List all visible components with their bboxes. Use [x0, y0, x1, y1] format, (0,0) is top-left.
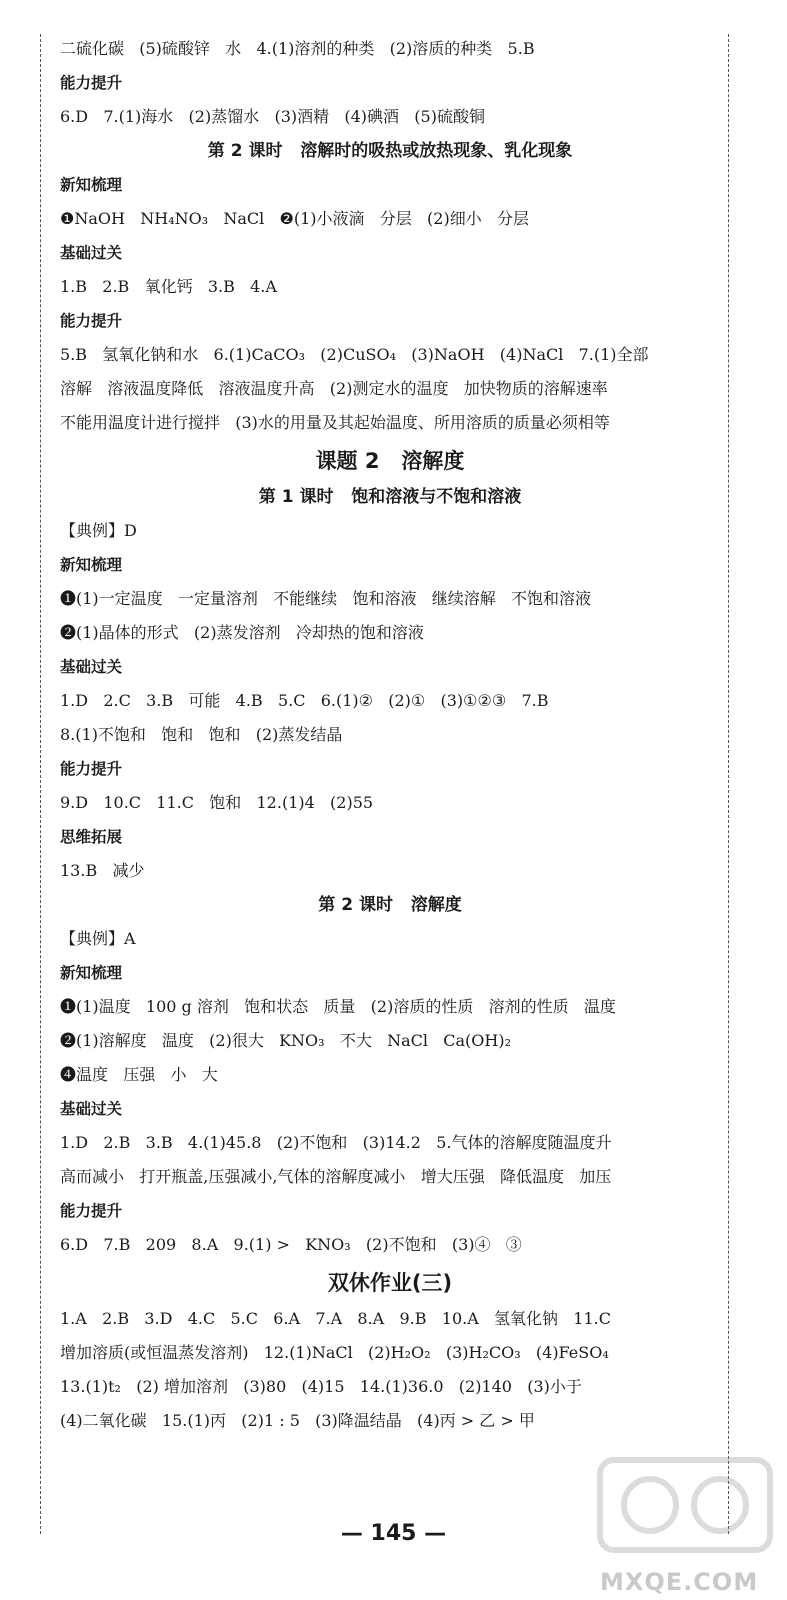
watermark-text: MXQE.COM — [600, 1568, 759, 1596]
page-number: — 145 — — [340, 1521, 447, 1546]
section-heading: 新知梳理 — [60, 176, 123, 194]
answer-line: ❷(1)溶解度 温度 (2)很大 KNO₃ 不大 NaCl Ca(OH)₂ — [60, 1031, 512, 1050]
lesson-title: 双休作业(三) — [327, 1271, 453, 1295]
section-heading: 新知梳理 — [60, 556, 123, 574]
section-heading: 能力提升 — [60, 760, 123, 778]
lesson-title: 第 2 课时 溶解度 — [318, 895, 462, 915]
answer-line: ❶(1)一定温度 一定量溶剂 不能继续 饱和溶液 继续溶解 不饱和溶液 — [60, 589, 591, 608]
section-heading: 思维拓展 — [60, 828, 123, 846]
section-heading: 能力提升 — [60, 1202, 123, 1220]
section-heading: 新知梳理 — [60, 964, 123, 982]
section-heading: 基础过关 — [60, 658, 123, 676]
answer-line: ❷(1)晶体的形式 (2)蒸发溶剂 冷却热的饱和溶液 — [60, 623, 424, 642]
answer-line: 溶解 溶液温度降低 溶液温度升高 (2)测定水的温度 加快物质的溶解速率 — [60, 379, 608, 398]
answer-line: ❶NaOH NH₄NO₃ NaCl ❷(1)小液滴 分层 (2)细小 分层 — [60, 209, 529, 228]
answer-content — [60, 38, 720, 1444]
section-heading: 基础过关 — [60, 1100, 123, 1118]
answer-line: 13.(1)t₂ (2) 增加溶剂 (3)80 (4)15 14.(1)36.0 (2)140 (3)小于 — [60, 1377, 582, 1396]
answer-line: 【典例】A — [60, 929, 136, 948]
section-heading: 能力提升 — [60, 312, 123, 330]
answer-line: 1.D 2.B 3.B 4.(1)45.8 (2)不饱和 (3)14.2 5.气体的溶解度随温度升 — [60, 1133, 612, 1152]
answer-line: 二硫化碳 (5)硫酸锌 水 4.(1)溶剂的种类 (2)溶质的种类 5.B — [60, 39, 535, 58]
answer-line: 8.(1)不饱和 饱和 饱和 (2)蒸发结晶 — [60, 725, 343, 744]
answer-line: 13.B 减少 — [60, 861, 145, 880]
answer-line: ❹温度 压强 小 大 — [60, 1065, 218, 1084]
answer-line: 1.D 2.C 3.B 可能 4.B 5.C 6.(1)② (2)① (3)①②③ 7.B — [60, 691, 549, 710]
lesson-title: 课题 2 溶解度 — [315, 449, 465, 473]
left-dashed-border — [40, 34, 41, 1534]
answer-line: 1.B 2.B 氧化钙 3.B 4.A — [60, 277, 277, 296]
right-dashed-border — [728, 34, 729, 1534]
answer-line: ❶(1)温度 100 g 溶剂 饱和状态 质量 (2)溶质的性质 溶剂的性质 温度 — [60, 997, 616, 1016]
answer-line: 6.D 7.(1)海水 (2)蒸馏水 (3)酒精 (4)碘酒 (5)硫酸铜 — [60, 107, 485, 126]
answer-line: 9.D 10.C 11.C 饱和 12.(1)4 (2)55 — [60, 793, 374, 812]
answer-line: 5.B 氢氧化钠和水 6.(1)CaCO₃ (2)CuSO₄ (3)NaOH (4)NaCl 7.(1)全部 — [60, 345, 649, 364]
answer-line: 【典例】D — [60, 521, 137, 540]
answer-line: 高而减小 打开瓶盖,压强减小,气体的溶解度减小 增大压强 降低温度 加压 — [60, 1167, 612, 1186]
lesson-title: 第 1 课时 饱和溶液与不饱和溶液 — [258, 487, 522, 507]
answer-line: 1.A 2.B 3.D 4.C 5.C 6.A 7.A 8.A 9.B 10.A 氢氧化钠 11.C — [60, 1309, 611, 1328]
answer-line: 增加溶质(或恒温蒸发溶剂) 12.(1)NaCl (2)H₂O₂ (3)H₂CO₃ (4)FeSO₄ — [60, 1343, 609, 1362]
section-heading: 基础过关 — [60, 244, 123, 262]
answer-line: 6.D 7.B 209 8.A 9.(1) > KNO₃ (2)不饱和 (3)④ ③ — [60, 1235, 522, 1254]
answer-line: 不能用温度计进行搅拌 (3)水的用量及其起始温度、所用溶质的质量必须相等 — [60, 413, 610, 432]
section-heading: 能力提升 — [60, 74, 123, 92]
answer-line: (4)二氧化碳 15.(1)丙 (2)1 : 5 (3)降温结晶 (4)丙 > 乙 > 甲 — [60, 1411, 535, 1430]
lesson-title: 第 2 课时 溶解时的吸热或放热现象、乳化现象 — [207, 141, 573, 161]
